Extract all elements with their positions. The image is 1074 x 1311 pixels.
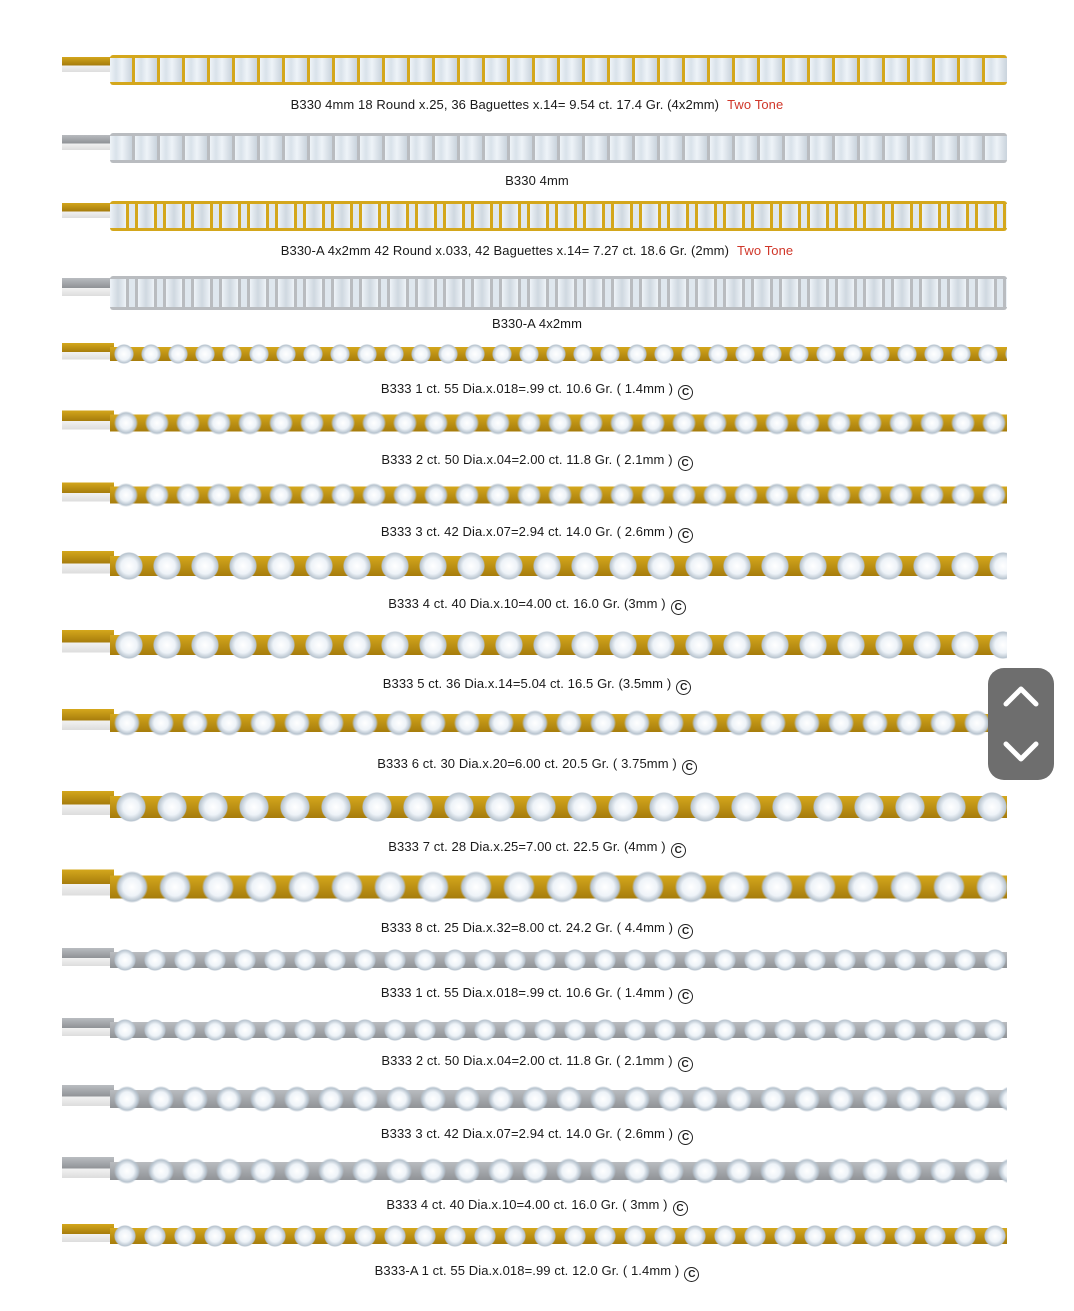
product-caption — [0, 243, 1074, 258]
product-caption — [0, 452, 1074, 471]
product-caption — [0, 1126, 1074, 1145]
bracelet-links — [110, 620, 1007, 670]
clasp-icon — [62, 1076, 114, 1122]
bracelet-image — [62, 940, 1007, 980]
product-caption — [0, 381, 1074, 400]
bracelet-links — [110, 133, 1007, 163]
clasp-icon — [62, 474, 114, 516]
caption-text: B333 2 ct. 50 Dia.x.04=2.00 ct. 11.8 Gr. ( 2.1mm ) — [381, 452, 673, 467]
clasp-icon — [62, 780, 114, 834]
product-caption — [0, 1197, 1074, 1216]
caption-text: B333 4 ct. 40 Dia.x.10=4.00 ct. 16.0 Gr. ( 3mm ) — [386, 1197, 668, 1212]
bracelet-links — [110, 402, 1007, 444]
copyright-icon — [671, 600, 686, 615]
bracelet-image — [62, 858, 1007, 916]
bracelet-links — [110, 1216, 1007, 1256]
product-caption — [0, 173, 1074, 188]
caption-text: B330-A 4x2mm 42 Round x.033, 42 Baguettes x.14= 7.27 ct. 18.6 Gr. (2mm) — [280, 243, 730, 258]
clasp-icon — [62, 128, 114, 162]
copyright-icon — [678, 924, 693, 939]
bracelet-links — [110, 474, 1007, 516]
bracelet-links — [110, 700, 1007, 746]
caption-text: B333 1 ct. 55 Dia.x.018=.99 ct. 10.6 Gr. ( 1.4mm ) — [380, 985, 674, 1000]
bracelet-image — [62, 402, 1007, 444]
bracelet-image — [62, 50, 1007, 84]
bracelet-links — [110, 1076, 1007, 1122]
caption-text: B333 3 ct. 42 Dia.x.07=2.94 ct. 14.0 Gr. ( 2.6mm ) — [380, 1126, 674, 1141]
clasp-icon — [62, 1010, 114, 1050]
bracelet-image — [62, 196, 1007, 230]
product-caption — [0, 985, 1074, 1004]
caption-text: B333-A 1 ct. 55 Dia.x.018=.99 ct. 12.0 Gr. ( 1.4mm ) — [374, 1263, 680, 1278]
bracelet-links — [110, 541, 1007, 591]
scroll-down-button[interactable] — [988, 724, 1054, 780]
bracelet-image — [62, 1216, 1007, 1256]
caption-text: B333 7 ct. 28 Dia.x.25=7.00 ct. 22.5 Gr. (4mm ) — [388, 839, 666, 854]
bracelet-image — [62, 128, 1007, 162]
product-caption — [0, 596, 1074, 615]
clasp-icon — [62, 1148, 114, 1194]
chevron-down-icon — [988, 724, 1054, 780]
product-caption — [0, 920, 1074, 939]
clasp-icon — [62, 858, 114, 916]
caption-text: B333 3 ct. 42 Dia.x.07=2.94 ct. 14.0 Gr. ( 2.6mm ) — [380, 524, 674, 539]
product-caption — [0, 97, 1074, 112]
product-caption — [0, 316, 1074, 331]
page-navigation — [988, 668, 1054, 780]
clasp-icon — [62, 940, 114, 980]
clasp-icon — [62, 196, 114, 230]
caption-text: B333 4 ct. 40 Dia.x.10=4.00 ct. 16.0 Gr. (3mm ) — [388, 596, 666, 611]
bracelet-image — [62, 270, 1007, 310]
bracelet-links — [110, 276, 1007, 310]
bracelet-image — [62, 1076, 1007, 1122]
copyright-icon — [676, 680, 691, 695]
bracelet-image — [62, 700, 1007, 746]
copyright-icon — [678, 1130, 693, 1145]
scroll-up-button[interactable] — [988, 668, 1054, 724]
copyright-icon — [678, 1057, 693, 1072]
bracelet-image — [62, 620, 1007, 670]
copyright-icon — [671, 843, 686, 858]
caption-text: B330 4mm — [505, 173, 569, 188]
bracelet-image — [62, 780, 1007, 834]
clasp-icon — [62, 270, 114, 310]
product-caption — [0, 756, 1074, 775]
product-caption — [0, 839, 1074, 858]
chevron-up-icon — [988, 668, 1054, 724]
two-tone-label: Two Tone — [737, 243, 794, 258]
bracelet-links — [110, 336, 1007, 372]
bracelet-links — [110, 55, 1007, 85]
copyright-icon — [684, 1267, 699, 1282]
bracelet-links — [110, 780, 1007, 834]
caption-text: B333 6 ct. 30 Dia.x.20=6.00 ct. 20.5 Gr. ( 3.75mm ) — [377, 756, 677, 771]
caption-text: B333 2 ct. 50 Dia.x.04=2.00 ct. 11.8 Gr. ( 2.1mm ) — [381, 1053, 673, 1068]
bracelet-image — [62, 474, 1007, 516]
caption-text: B333 1 ct. 55 Dia.x.018=.99 ct. 10.6 Gr. ( 1.4mm ) — [380, 381, 674, 396]
clasp-icon — [62, 336, 114, 372]
caption-text: B333 5 ct. 36 Dia.x.14=5.04 ct. 16.5 Gr. (3.5mm ) — [382, 676, 672, 691]
bracelet-links — [110, 940, 1007, 980]
copyright-icon — [673, 1201, 688, 1216]
clasp-icon — [62, 700, 114, 746]
copyright-icon — [682, 760, 697, 775]
two-tone-label: Two Tone — [727, 97, 784, 112]
clasp-icon — [62, 620, 114, 670]
bracelet-image — [62, 541, 1007, 591]
bracelet-image — [62, 1010, 1007, 1050]
copyright-icon — [678, 456, 693, 471]
copyright-icon — [678, 989, 693, 1004]
bracelet-links — [110, 1010, 1007, 1050]
bracelet-image — [62, 336, 1007, 372]
bracelet-links — [110, 201, 1007, 231]
product-caption — [0, 676, 1074, 695]
caption-text: B333 8 ct. 25 Dia.x.32=8.00 ct. 24.2 Gr. ( 4.4mm ) — [380, 920, 674, 935]
clasp-icon — [62, 402, 114, 444]
clasp-icon — [62, 1216, 114, 1256]
caption-text: B330-A 4x2mm — [491, 316, 583, 331]
bracelet-links — [110, 858, 1007, 916]
bracelet-links — [110, 1148, 1007, 1194]
clasp-icon — [62, 50, 114, 84]
copyright-icon — [678, 385, 693, 400]
bracelet-image — [62, 1148, 1007, 1194]
product-caption — [0, 1053, 1074, 1072]
caption-text: B330 4mm 18 Round x.25, 36 Baguettes x.14= 9.54 ct. 17.4 Gr. (4x2mm) — [290, 97, 720, 112]
clasp-icon — [62, 541, 114, 591]
product-caption — [0, 1263, 1074, 1282]
